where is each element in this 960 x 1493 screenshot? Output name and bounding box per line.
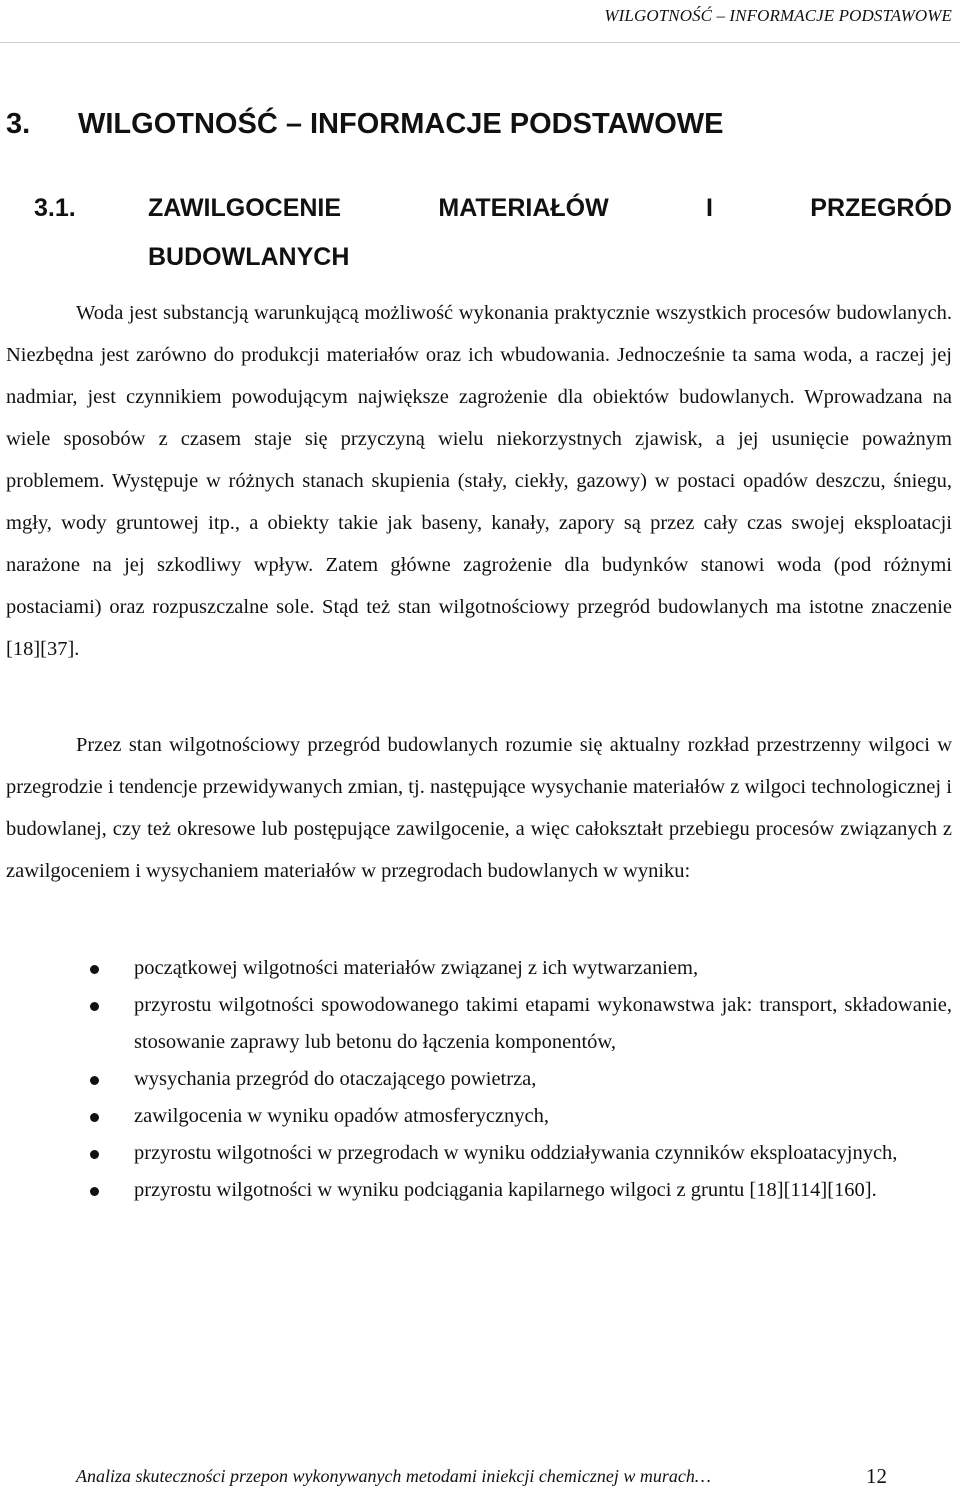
- list-item: [0, 987, 952, 1061]
- footer-text: Analiza skuteczności przepon wykonywanych metodami iniekcji chemicznej w murach…: [76, 1466, 711, 1486]
- section-title-line: [34, 184, 952, 233]
- list-item: [0, 950, 952, 987]
- list-item-text: przyrostu wilgotności w wyniku podciągania kapilarnego wilgoci z gruntu [18][114][160].: [134, 1179, 877, 1201]
- bullet-dot-icon: [90, 1002, 99, 1011]
- body-paragraph: Woda jest substancją warunkującą możliwość wykonania praktycznie wszystkich procesów budowlanych. Niezbędna jest zarówno do produkcji materiałów oraz ich wbudowania. Jednocześnie ta sama woda, a raczej jej nadmiar, jest czynnikiem powodującym największe zagrożenie dla obiektów budowlanych. Wprowadzana na wiele sposobów z czasem staje się przyczyną wielu niekorzystnych zjawisk, a jej usunięcie poważnym problemem. Występuje w różnych stanach skupienia (stały, ciekły, gazowy) w postaci opadów deszczu, śniegu, mgły, wody gruntowej itp., a obiekty takie jak baseny, kanały, zapory są przez cały czas swojej eksploatacji narażone na jej szkodliwy wpływ. Zatem główne zagrożenie dla budynków stanowi woda (pod różnymi postaciami) oraz rozpuszczalne sole. Stąd też stan wilgotnościowy przegród budowlanych ma istotne znaczenie [18][37].: [6, 302, 952, 660]
- list-item-text: przyrostu wilgotności spowodowanego takimi etapami wykonawstwa jak: transport, składowanie, stosowanie zaprawy lub betonu do łączenia komponentów,: [134, 994, 952, 1053]
- list-item: [0, 1061, 952, 1098]
- chapter-title: [6, 108, 960, 141]
- section-title-lead: [34, 184, 341, 233]
- page-number: 12: [866, 1464, 887, 1488]
- section-title-word: MATERIAŁÓW: [438, 194, 609, 222]
- body-paragraph: Przez stan wilgotnościowy przegród budowlanych rozumie się aktualny rozkład przestrzenny wilgoci w przegrodzie i tendencje przewidywanych zmian, tj. następujące wysychanie materiałów z wilgoci technologicznej i budowlanej, czy też okresowe lub postępujące zawilgocenie, a więc całokształt przebiegu procesów związanych z zawilgoceniem i wysychaniem materiałów w przegrodach budowlanych w wyniku:: [6, 734, 952, 882]
- list-item-text: początkowej wilgotności materiałów związanej z ich wytwarzaniem,: [134, 957, 699, 979]
- header-divider: [0, 42, 960, 43]
- list-item-text: wysychania przegród do otaczającego powietrza,: [134, 1068, 537, 1090]
- bullet-dot-icon: [90, 1150, 99, 1159]
- section-title-word: PRZEGRÓD: [810, 194, 952, 222]
- section-title-continuation: BUDOWLANYCH: [148, 243, 350, 271]
- chapter-title-text: WILGOTNOŚĆ – INFORMACJE PODSTAWOWE: [78, 108, 724, 140]
- section-title-word: ZAWILGOCENIE: [148, 194, 342, 222]
- bullet-dot-icon: [90, 965, 99, 974]
- list-item-text: przyrostu wilgotności w przegrodach w wyniku oddziaływania czynników eksploatacyjnych,: [134, 1142, 898, 1164]
- list-item: [0, 1098, 952, 1135]
- list-item: [0, 1135, 952, 1172]
- bullet-dot-icon: [90, 1187, 99, 1196]
- chapter-number: 3.: [6, 108, 31, 140]
- section-number: 3.1.: [34, 194, 76, 222]
- bullet-dot-icon: [90, 1076, 99, 1085]
- bullet-dot-icon: [90, 1113, 99, 1122]
- list-item: [0, 1172, 952, 1209]
- section-title: [34, 184, 952, 282]
- running-header: WILGOTNOŚĆ – INFORMACJE PODSTAWOWE: [604, 6, 952, 25]
- list-item-text: zawilgocenia w wyniku opadów atmosferycznych,: [134, 1105, 549, 1127]
- section-title-word: I: [706, 194, 713, 222]
- bullet-list: [0, 950, 952, 1209]
